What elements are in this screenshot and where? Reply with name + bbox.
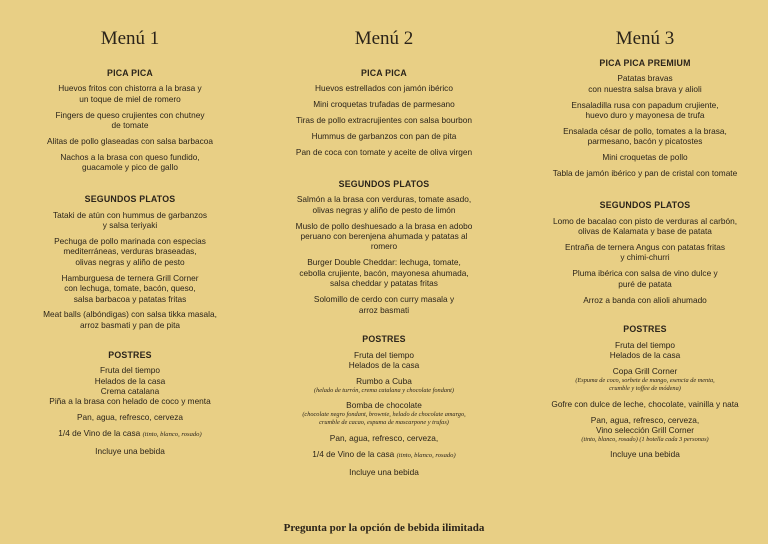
menu-item	[2, 412, 258, 422]
menu-item-line: arroz basmati	[358, 304, 410, 315]
menu-item-line: Meat balls (albóndigas) con salsa tikka masala,	[43, 309, 217, 320]
menu-item-note: (helado de turrón, crema catalana y chocolate fondant)	[313, 386, 455, 394]
menu-item-line: Piña a la brasa con helado de coco y menta	[49, 396, 211, 407]
menu-item-line: Vino selección Grill Corner	[595, 425, 695, 436]
menu-title: Menú 3	[615, 28, 675, 49]
menu-item-line: Burger Double Cheddar: lechuga, tomate,	[307, 257, 461, 268]
menu-item	[516, 449, 768, 459]
section-spacer	[256, 320, 512, 334]
menu-item-line: de tomate	[111, 120, 149, 131]
menu-item	[2, 365, 258, 407]
menu-item	[516, 268, 768, 289]
section-heading: SEGUNDOS PLATOS	[84, 194, 176, 205]
menu-item-line: arroz basmati y pan de pita	[79, 319, 181, 330]
menu-item	[516, 100, 768, 121]
menu-item	[256, 131, 512, 141]
menu-item-line	[256, 449, 512, 461]
menu-item	[516, 126, 768, 147]
menu-item-note: (tinto, blanco, rosado)	[396, 452, 456, 460]
section-spacer	[516, 310, 768, 324]
menu-item-note: crumble de cacao, espuma de mascarpone y trufas)	[319, 419, 449, 427]
menu-item-line: Huevos fritos con chistorra a la brasa y	[58, 83, 202, 94]
section-heading: SEGUNDOS PLATOS	[338, 178, 430, 189]
menu-title: Menú 1	[100, 28, 160, 49]
menu-item-line: cebolla crujiente, bacón, mayonesa ahumada,	[299, 267, 469, 278]
menu-item	[2, 446, 258, 456]
menu-column-2	[256, 0, 512, 483]
menu-item	[2, 428, 258, 440]
menu-item-line: salsa barbacoa y patatas fritas	[73, 293, 187, 304]
menu-item-line: Bomba de chocolate	[346, 400, 422, 411]
menu-item-line: Fruta del tiempo	[615, 339, 675, 350]
section-spacer	[256, 163, 512, 179]
section-spacer	[516, 184, 768, 200]
menu-item	[256, 433, 512, 443]
menu-item-line: olivas negras y aliño de pesto	[75, 256, 185, 267]
menu-item	[256, 115, 512, 125]
menu-item	[516, 415, 768, 444]
menu-item-note: crumble y toffee de módena)	[609, 384, 681, 392]
menu-item-line: Solomillo de cerdo con curry masala y	[313, 294, 455, 305]
menu-item	[2, 236, 258, 267]
section-heading: SEGUNDOS PLATOS	[599, 200, 691, 211]
menu-item-line: Salmón a la brasa con verduras, tomate asado,	[296, 194, 472, 205]
menu-item-note: (Espuma de coco, sorbete de mango, esencia de menta,	[575, 376, 715, 384]
menu-item-line: Rumbo a Cuba	[356, 376, 412, 387]
menu-item-note: (chocolate negro fondant, brownie, helado de chocolate amargo,	[302, 410, 466, 418]
menu-item-line: Tabla de jamón ibérico y pan de cristal con tomate	[552, 168, 738, 179]
menu-item	[256, 83, 512, 93]
menu-title: Menú 2	[354, 28, 414, 49]
menu-item	[2, 273, 258, 304]
menu-item-line: olivas negras y aliño de pesto de limón	[312, 204, 456, 215]
menu-item	[516, 152, 768, 162]
menu-item-line: Nachos a la brasa con queso fundido,	[60, 151, 200, 162]
menu-item-line: peruano con berenjena ahumada y patatas al	[300, 231, 468, 242]
menu-item	[2, 210, 258, 231]
menu-item	[256, 376, 512, 395]
menu-item	[2, 152, 258, 173]
menu-item-line: Lomo de bacalao con pisto de verduras al carbón,	[552, 215, 738, 226]
menu-item-line: Tiras de pollo extracrujientes con salsa bourbon	[296, 115, 472, 126]
section-heading: PICA PICA PREMIUM	[599, 58, 691, 68]
menu-item-line: con nuestra salsa brava y alioli	[588, 83, 702, 94]
menu-item	[516, 366, 768, 393]
menu-item	[516, 73, 768, 94]
menu-item-line: salsa cheddar y patatas fritas	[330, 278, 438, 289]
menu-item	[516, 340, 768, 361]
menu-item-line: y salsa teriyaki	[102, 220, 158, 231]
menu-item	[256, 194, 512, 215]
menu-item-line: Incluye una bebida	[349, 466, 419, 477]
menu-item-line: puré de patata	[618, 278, 672, 289]
menu-item	[256, 467, 512, 477]
menu-item-line: Gofre con dulce de leche, chocolate, vainilla y nata	[551, 398, 739, 409]
menu-item	[516, 168, 768, 178]
menu-item-line: Patatas bravas	[617, 73, 673, 84]
menu-item	[256, 221, 512, 252]
menu-item	[256, 257, 512, 288]
section-heading: POSTRES	[108, 349, 152, 360]
menu-column-3	[516, 0, 768, 465]
menu-item-line: Huevos estrellados con jamón ibérico	[315, 83, 453, 94]
menu-item-line: mediterráneas, verduras braseadas,	[63, 246, 197, 257]
menu-item-line: Helados de la casa	[609, 350, 681, 361]
menu-item	[256, 294, 512, 315]
menu-item-line: Mini croquetas trufadas de parmesano	[313, 99, 455, 110]
menu-item-line: Mini croquetas de pollo	[602, 152, 688, 163]
menu-item-line: olivas de Kalamata y base de patata	[578, 225, 712, 236]
menu-item-line	[2, 428, 258, 440]
menu-item-line: Helados de la casa	[348, 360, 420, 371]
menu-item-line: Entraña de ternera Angus con patatas fritas	[564, 241, 726, 252]
menu-column-1	[2, 0, 258, 462]
section-heading: POSTRES	[362, 334, 406, 345]
menu-item-line: Pechuga de pollo marinada con especias	[54, 235, 206, 246]
section-spacer	[2, 178, 258, 194]
menu-item-line: y chimi-churri	[620, 252, 670, 263]
section-heading: PICA PICA	[107, 68, 153, 78]
menu-item	[256, 147, 512, 157]
menu-item-line: Pan de coca con tomate y aceite de oliva virgen	[295, 147, 473, 158]
menu-item	[516, 295, 768, 305]
menu-item-line: Pluma ibérica con salsa de vino dulce y	[572, 268, 718, 279]
menu-item-line: Fingers de queso crujientes con chutney	[55, 109, 205, 120]
menu-item-line: Alitas de pollo glaseadas con salsa barbacoa	[46, 136, 214, 147]
menu-item	[256, 449, 512, 461]
menu-item-note: (tinto, blanco, rosado) (1 botella cada 3 personas)	[581, 435, 709, 443]
menu-item-line: Ensaladilla rusa con papadum crujiente,	[571, 99, 719, 110]
menu-item-line: guacamole y pico de gallo	[82, 162, 178, 173]
menu-item-line: Hamburguesa de ternera Grill Corner	[61, 272, 199, 283]
menu-item-line: parmesano, bacón y picatostes	[587, 136, 703, 147]
menu-item-line: Crema catalana	[100, 385, 160, 396]
menu-item-line: Arroz a banda con alioli ahumado	[583, 294, 707, 305]
menu-item-line: con lechuga, tomate, bacón, queso,	[64, 283, 196, 294]
menu-item	[2, 83, 258, 104]
menu-item-line: Pan, agua, refresco, cerveza	[76, 412, 184, 423]
menu-item-line: Ensalada césar de pollo, tomates a la brasa,	[563, 126, 727, 137]
menu-item	[256, 350, 512, 371]
menu-item-line: Muslo de pollo deshuesado a la brasa en adobo	[295, 220, 473, 231]
menu-item	[516, 242, 768, 263]
menu-item	[2, 309, 258, 330]
menu-item	[256, 99, 512, 109]
section-heading: PICA PICA	[361, 68, 407, 78]
menu-item-line: Copa Grill Corner	[612, 366, 678, 377]
menu-item	[2, 110, 258, 131]
menu-item-line: Pan, agua, refresco, cerveza,	[590, 414, 700, 425]
menu-item	[516, 399, 768, 409]
menu-item-line: Fruta del tiempo	[354, 349, 414, 360]
menu-item	[516, 216, 768, 237]
menu-item-line: Hummus de garbanzos con pan de pita	[311, 131, 457, 142]
menu-item-line: huevo duro y mayonesa de trufa	[585, 110, 705, 121]
section-spacer	[2, 336, 258, 350]
menu-item-line: Helados de la casa	[94, 375, 166, 386]
menu-item	[2, 136, 258, 146]
menu-item-text: 1/4 de Vino de la casa	[58, 428, 141, 439]
menu-item-text: 1/4 de Vino de la casa	[312, 449, 395, 460]
menu-item-line: un toque de miel de romero	[79, 93, 181, 104]
menu-item-line: Pan, agua, refresco, cerveza,	[329, 433, 439, 444]
footer-note: Pregunta por la opción de bebida ilimitada	[283, 522, 485, 534]
menu-item-line: Fruta del tiempo	[100, 365, 160, 376]
menu-item-line: Tataki de atún con hummus de garbanzos	[52, 209, 208, 220]
menu-item-note: (tinto, blanco, rosado)	[142, 431, 202, 439]
menu-item-line: Incluye una bebida	[95, 446, 165, 457]
menu-item-line: Incluye una bebida	[610, 449, 680, 460]
section-heading: POSTRES	[623, 324, 667, 335]
menu-item-line: romero	[370, 241, 398, 252]
menu-item	[256, 400, 512, 427]
